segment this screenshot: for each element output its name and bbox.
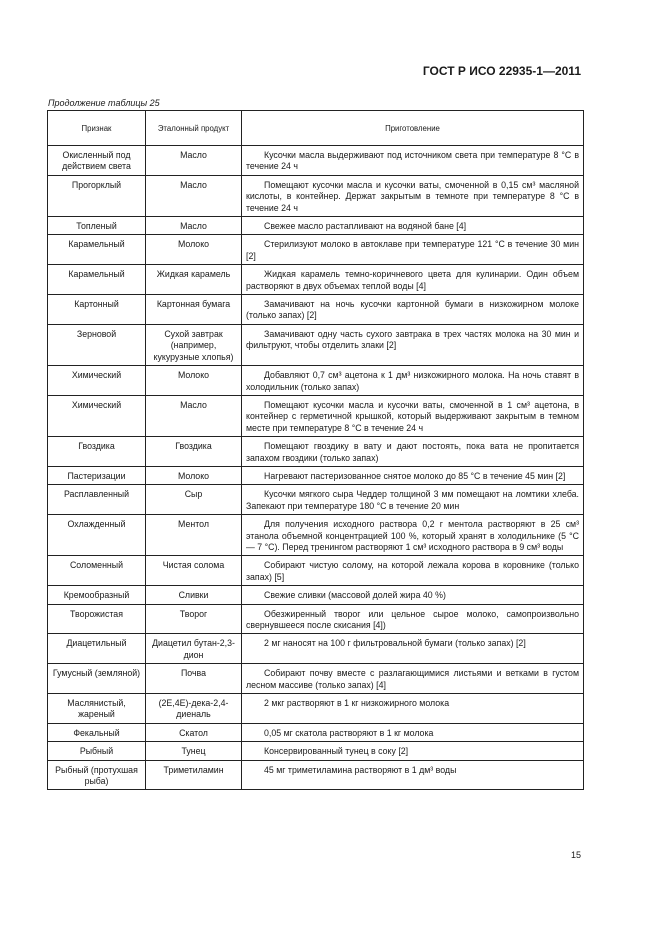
preparation-cell [242,515,584,556]
preparation-cell [242,366,584,396]
document-header: ГОСТ Р ИСО 22935-1—2011 [422,64,581,78]
preparation-text: Нагревают пастеризованное снятое молоко до 85 °С в течение 45 мин [2] [264,470,566,481]
attribute-cell: Расплавленный [48,485,146,515]
preparation-text: Для получения исходного раствора 0,2 г ментола растворяют в 25 см³ этанола объемной концентрацией 100 %, который хранят в холодильнике (5 °С — 7 °С). Перед тренингом растворяют 1 см³ исходного раствора в 9 см³ воды [246,519,579,552]
attribute-cell: Охлажденный [48,515,146,556]
reference-product-cell: Масло [146,217,242,235]
preparation-text: Консервированный тунец в соку [2] [264,746,409,757]
reference-product-cell: Молоко [146,235,242,265]
preparation-text: 0,05 мг скатола растворяют в 1 кг молока [264,727,434,738]
preparation-cell [242,295,584,325]
preparation-cell [242,760,584,790]
page-number: 15 [570,850,581,860]
table-row [48,324,584,365]
preparation-text: Свежее масло растапливают на водяной бане [4] [264,221,467,232]
preparation-cell [242,324,584,365]
preparation-cell [242,742,584,760]
preparation-text: 2 мг наносят на 100 г фильтровальной бумаги (только запах) [2] [264,638,526,649]
reference-product-cell: Гвоздика [146,437,242,467]
preparation-text: Свежие сливки (массовой долей жира 40 %) [264,590,446,601]
table-row [48,604,584,634]
table-row [48,217,584,235]
attribute-cell: Гумусный (земляной) [48,664,146,694]
reference-product-cell: Чистая солома [146,556,242,586]
attribute-cell: Картонный [48,295,146,325]
attribute-cell: Рыбный [48,742,146,760]
preparation-cell [242,265,584,295]
attribute-cell: Топленый [48,217,146,235]
attribute-cell: Карамельный [48,265,146,295]
preparation-text: Замачивают одну часть сухого завтрака в трех частях молока на 30 мин и фильтруют, чтобы отделить злаки [2] [246,328,579,351]
preparation-cell [242,175,584,216]
table-row [48,556,584,586]
preparation-text: Замачивают на ночь кусочки картонной бумаги в низкожирном молоке (только запах) [2] [246,299,579,321]
table-body [48,146,584,790]
preparation-text: Добавляют 0,7 см³ ацетона к 1 дм³ низкожирного молока. На ночь ставят в холодильник (только запах) [246,370,579,392]
reference-product-cell: Картонная бумага [146,295,242,325]
preparation-text: Жидкая карамель темно-коричневого цвета для кулинарии. Один объем растворяют в двух объемах теплой воды [4] [246,269,579,291]
reference-product-cell: Сухой завтрак (например, кукурузные хлопья) [146,324,242,365]
preparation-cell [242,466,584,484]
table-row [48,265,584,295]
column-header-attribute: Признак [48,111,146,146]
reference-product-cell: Тунец [146,742,242,760]
preparation-text: Помещают гвоздику в вату и дают постоять, пока вата не пропитается запахом гвоздики (только запах) [246,441,579,463]
table-row [48,235,584,265]
preparation-cell [242,235,584,265]
preparation-text: Помещают кусочки масла и кусочки ваты, смоченной в 1 см³ ацетона, в контейнер с герметичной крышкой, который выдерживают закрытым в темном месте при температуре 8 °С в течение 24 ч [246,399,579,433]
attribute-cell: Соломенный [48,556,146,586]
attribute-cell: Пастеризации [48,466,146,484]
preparation-cell [242,437,584,467]
reference-product-cell: Масло [146,395,242,436]
attribute-cell: Карамельный [48,235,146,265]
preparation-text: Кусочки мягкого сыра Чеддер толщиной 3 мм помещают на ломтики хлеба. Запекают при температуре 180 °С в течение 20 мин [246,489,579,511]
table-row [48,437,584,467]
reference-product-cell: Диацетил бутан-2,3-дион [146,634,242,664]
table-row [48,146,584,176]
column-header-preparation: Приготовление [242,111,584,146]
preparation-text: 45 мг триметиламина растворяют в 1 дм³ воды [264,764,457,775]
attribute-cell: Творожистая [48,604,146,634]
reference-product-cell: Молоко [146,366,242,396]
preparation-text: Кусочки масла выдерживают под источником света при температуре 8 °С в течение 24 ч [246,150,579,172]
table-row [48,694,584,724]
attribute-cell: Фекальный [48,723,146,741]
table-row [48,742,584,760]
table-row [48,485,584,515]
preparation-cell [242,586,584,604]
table-header-row [48,111,584,146]
preparation-cell [242,723,584,741]
table-row [48,466,584,484]
attribute-cell: Окисленный под действием света [48,146,146,176]
reference-product-cell: Масло [146,175,242,216]
attribute-cell: Химический [48,366,146,396]
preparation-cell [242,395,584,436]
preparation-cell [242,634,584,664]
attribute-cell: Прогорклый [48,175,146,216]
reference-product-cell: Масло [146,146,242,176]
reference-product-cell: Молоко [146,466,242,484]
attribute-cell: Зерновой [48,324,146,365]
attribute-cell: Кремообразный [48,586,146,604]
preparation-text: Собирают чистую солому, на которой лежала корова в коровнике (только запах) [5] [246,560,579,582]
attribute-cell: Химический [48,395,146,436]
preparation-cell [242,556,584,586]
preparation-text: Помещают кусочки масла и кусочки ваты, смоченной в 0,15 см³ масляной кислоты, в контейнер. Держат закрытым в темноте при температуре 8 °С в течение 24 ч [246,179,579,213]
attribute-cell: Маслянистый, жареный [48,694,146,724]
preparation-cell [242,694,584,724]
table-row [48,175,584,216]
reference-product-cell: Ментол [146,515,242,556]
reference-product-cell: Сыр [146,485,242,515]
preparation-text: Собирают почву вместе с разлагающимися листьями и ветками в густом лесном массиве (только запах) [4] [246,668,579,690]
table-row [48,760,584,790]
table-row [48,395,584,436]
preparation-text: Обезжиренный творог или цельное сырое молоко, самопроизвольно свернувшееся после скисания [4]) [246,608,579,630]
table-row [48,515,584,556]
attribute-cell: Рыбный (протухшая рыба) [48,760,146,790]
reference-product-cell: Триметиламин [146,760,242,790]
table-row [48,586,584,604]
table-row [48,295,584,325]
reference-product-cell: Творог [146,604,242,634]
reference-product-cell: Жидкая карамель [146,265,242,295]
preparation-cell [242,664,584,694]
preparation-text: 2 мкг растворяют в 1 кг низкожирного молока [264,698,450,709]
reference-product-cell: (2Е,4Е)-дека-2,4-диеналь [146,694,242,724]
reference-product-cell: Почва [146,664,242,694]
reference-product-cell: Скатол [146,723,242,741]
preparation-cell [242,604,584,634]
reference-product-cell: Сливки [146,586,242,604]
column-header-reference: Эталонный продукт [146,111,242,146]
table-row [48,366,584,396]
attribute-cell: Гвоздика [48,437,146,467]
preparation-text: Стерилизуют молоко в автоклаве при температуре 121 °С в течение 30 мин [2] [246,239,579,261]
preparation-cell [242,485,584,515]
preparation-cell [242,217,584,235]
attributes-table [47,110,584,790]
table-caption: Продолжение таблицы 25 [48,98,160,108]
table-row [48,723,584,741]
attribute-cell: Диацетильный [48,634,146,664]
table-row [48,664,584,694]
table-row [48,634,584,664]
preparation-cell [242,146,584,176]
